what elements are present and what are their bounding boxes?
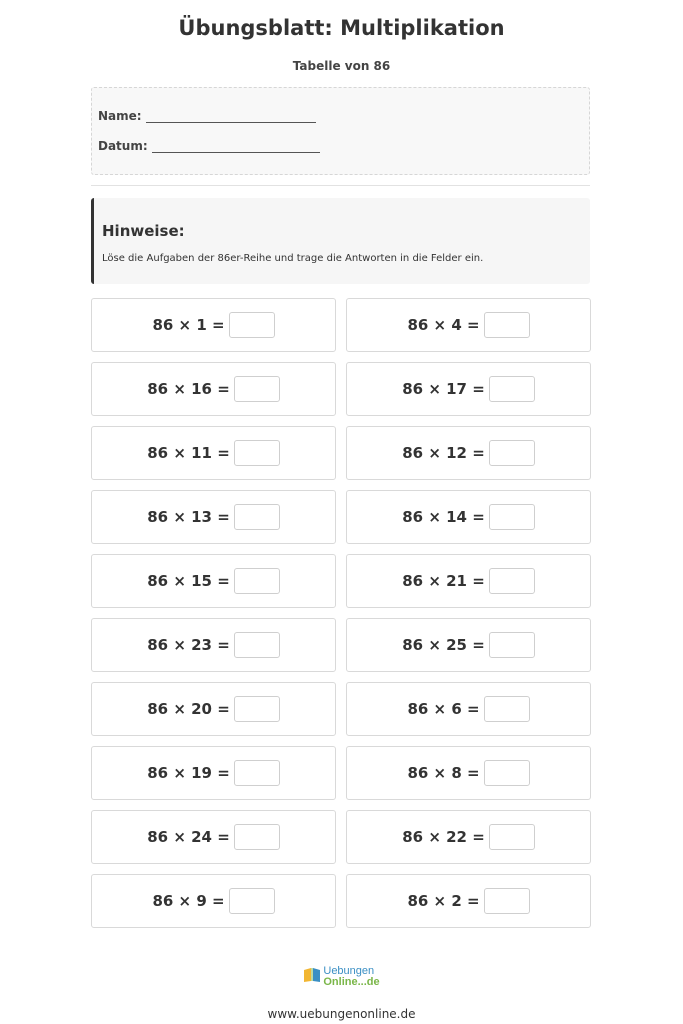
problem-card — [346, 362, 591, 416]
answer-input[interactable] — [489, 632, 535, 658]
problem-expression: 86 × 9 = — [152, 892, 225, 910]
answer-input[interactable] — [489, 376, 535, 402]
problem-expression: 86 × 20 = — [147, 700, 230, 718]
problem-card — [346, 810, 591, 864]
problem-expression: 86 × 15 = — [147, 572, 230, 590]
problem-expression: 86 × 11 = — [147, 444, 230, 462]
name-blank[interactable] — [146, 113, 316, 123]
problem-card — [346, 490, 591, 544]
answer-input[interactable] — [234, 440, 280, 466]
problem-expression: 86 × 24 = — [147, 828, 230, 846]
answer-input[interactable] — [484, 888, 530, 914]
book-icon — [303, 967, 321, 987]
problem-card — [91, 682, 336, 736]
hint-box — [91, 198, 590, 284]
problem-expression: 86 × 8 = — [407, 764, 480, 782]
problem-expression: 86 × 2 = — [407, 892, 480, 910]
answer-input[interactable] — [234, 824, 280, 850]
problem-expression: 86 × 1 = — [152, 316, 225, 334]
date-blank[interactable] — [152, 143, 320, 153]
page-subtitle: Tabelle von 86 — [292, 59, 391, 73]
problem-card — [346, 874, 591, 928]
answer-input[interactable] — [234, 696, 280, 722]
problem-card — [346, 746, 591, 800]
hint-text: Löse die Aufgaben der 86er-Reihe und trage die Antworten in die Felder ein. — [102, 253, 484, 264]
problem-card — [91, 298, 336, 352]
date-line — [98, 139, 320, 153]
problem-card — [346, 618, 591, 672]
problem-card — [346, 298, 591, 352]
student-info-box — [91, 87, 590, 175]
problem-expression: 86 × 25 = — [402, 636, 485, 654]
footer-url[interactable]: www.uebungenonline.de — [267, 1007, 416, 1021]
answer-input[interactable] — [234, 504, 280, 530]
problem-card — [91, 490, 336, 544]
date-label: Datum: — [98, 139, 148, 153]
site-logo[interactable] — [0, 966, 683, 988]
problem-expression: 86 × 17 = — [402, 380, 485, 398]
divider — [91, 185, 590, 186]
name-label: Name: — [98, 109, 142, 123]
logo-text-top: Uebungen — [323, 965, 375, 977]
page-title: Übungsblatt: Multiplikation — [178, 16, 505, 40]
logo-text-bottom: Online...de — [323, 976, 380, 988]
problem-expression: 86 × 23 = — [147, 636, 230, 654]
problem-grid — [91, 298, 591, 928]
problem-expression: 86 × 14 = — [402, 508, 485, 526]
answer-input[interactable] — [489, 568, 535, 594]
problem-expression: 86 × 6 = — [407, 700, 480, 718]
problem-card — [91, 874, 336, 928]
name-line — [98, 109, 316, 123]
answer-input[interactable] — [234, 376, 280, 402]
answer-input[interactable] — [484, 696, 530, 722]
problem-card — [91, 362, 336, 416]
problem-card — [91, 618, 336, 672]
problem-expression: 86 × 12 = — [402, 444, 485, 462]
problem-expression: 86 × 19 = — [147, 764, 230, 782]
answer-input[interactable] — [489, 824, 535, 850]
answer-input[interactable] — [489, 440, 535, 466]
problem-expression: 86 × 16 = — [147, 380, 230, 398]
answer-input[interactable] — [484, 760, 530, 786]
problem-card — [91, 554, 336, 608]
problem-expression: 86 × 22 = — [402, 828, 485, 846]
answer-input[interactable] — [234, 760, 280, 786]
problem-card — [346, 426, 591, 480]
problem-expression: 86 × 4 = — [407, 316, 480, 334]
answer-input[interactable] — [234, 632, 280, 658]
answer-input[interactable] — [489, 504, 535, 530]
answer-input[interactable] — [234, 568, 280, 594]
problem-card — [91, 810, 336, 864]
problem-expression: 86 × 13 = — [147, 508, 230, 526]
problem-card — [346, 682, 591, 736]
hint-title: Hinweise: — [102, 222, 185, 240]
problem-card — [91, 426, 336, 480]
problem-card — [346, 554, 591, 608]
answer-input[interactable] — [229, 888, 275, 914]
answer-input[interactable] — [229, 312, 275, 338]
answer-input[interactable] — [484, 312, 530, 338]
problem-card — [91, 746, 336, 800]
problem-expression: 86 × 21 = — [402, 572, 485, 590]
